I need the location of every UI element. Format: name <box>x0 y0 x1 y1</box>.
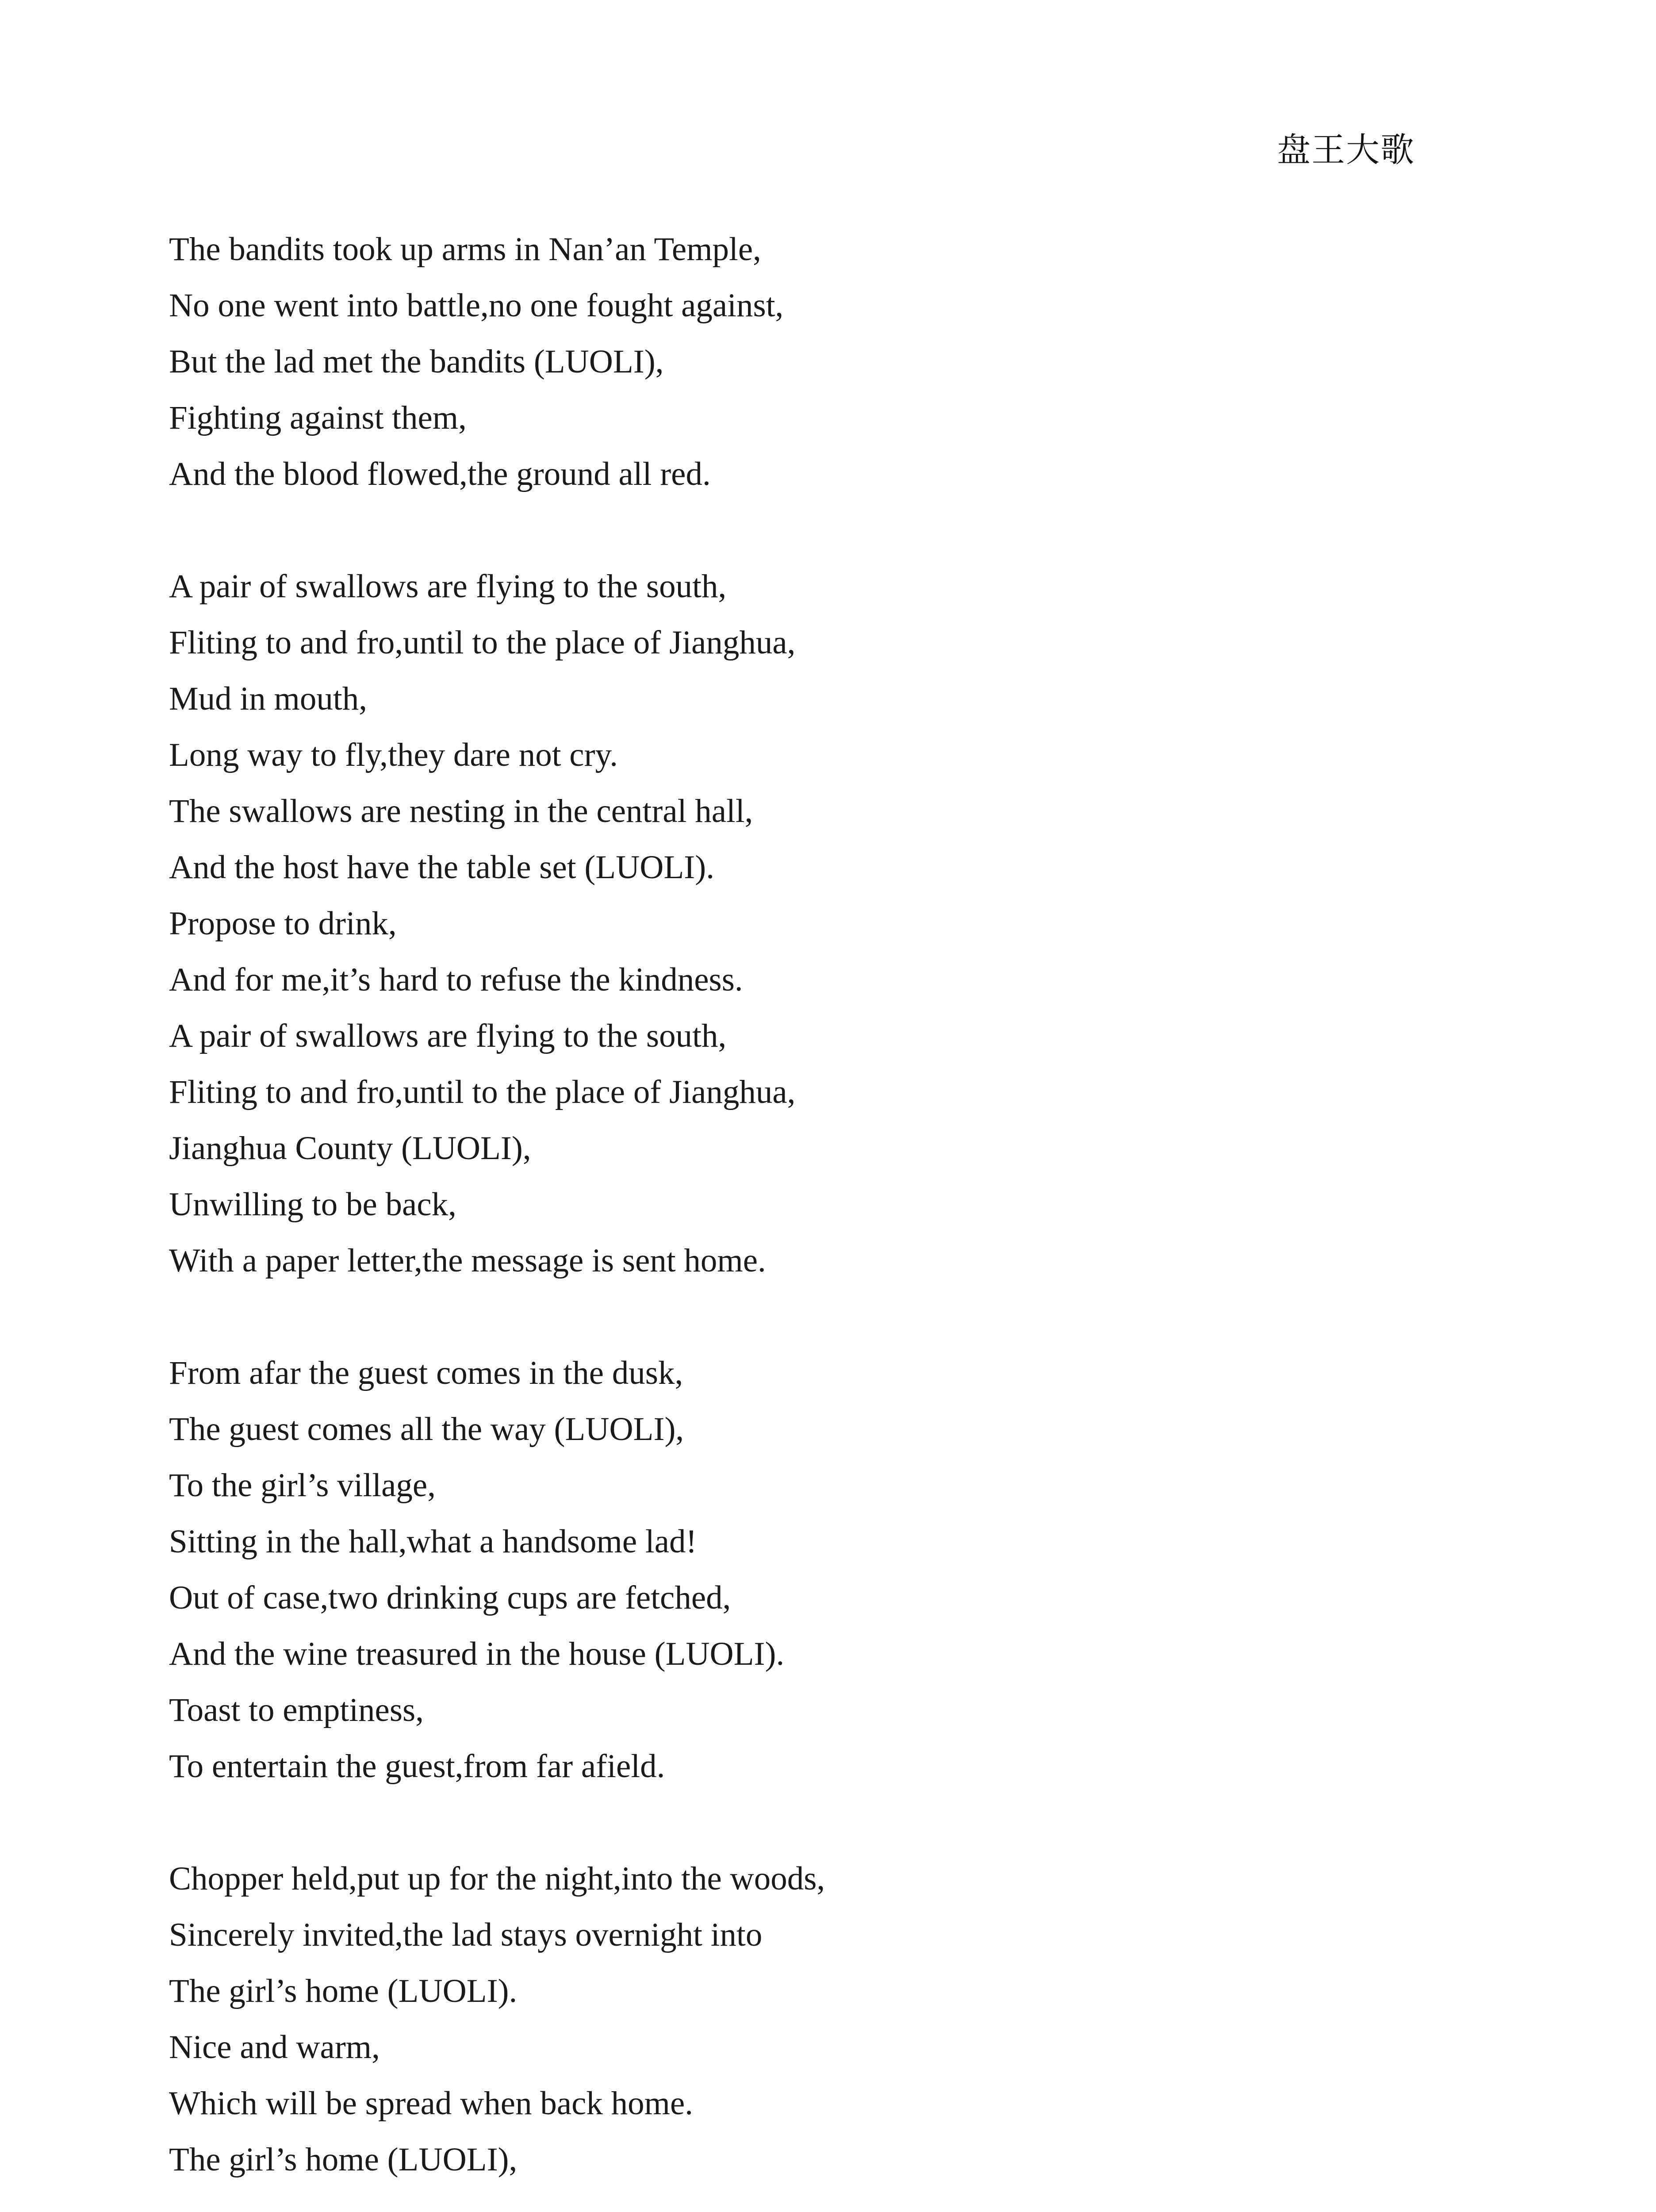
poem-line: Which will be spread when back home. <box>169 2085 694 2122</box>
running-header: 盘王大歌 <box>1277 130 1415 169</box>
poem-line: And the host have the table set (LUOLI). <box>169 849 714 886</box>
stanza-3 <box>169 1345 1452 1794</box>
poem-line: And the wine treasured in the house (LUOLI). <box>169 1636 785 1672</box>
poem-line: Sitting in the hall,what a handsome lad! <box>169 1523 697 1560</box>
poem-line: Chopper held,put up for the night,into the woods, <box>169 1860 825 1897</box>
poem-line: No one went into battle,no one fought against, <box>169 287 784 324</box>
poem-line: With a paper letter,the message is sent home. <box>169 1242 766 1279</box>
poem-line: To entertain the guest,from far afield. <box>169 1748 665 1785</box>
poem-line: Toast to emptiness, <box>169 1692 424 1728</box>
poem-body <box>169 221 1452 2212</box>
poem-line: Fighting against them, <box>169 399 467 436</box>
poem-line: A pair of swallows are flying to the south, <box>169 568 727 605</box>
poem-line: And for me,it’s hard to refuse the kindness. <box>169 961 743 998</box>
stanza-1 <box>169 221 1452 502</box>
poem-line: The swallows are nesting in the central hall, <box>169 793 753 830</box>
poem-line: And the blood flowed,the ground all red. <box>169 456 711 492</box>
poem-line: Fliting to and fro,until to the place of Jianghua, <box>169 1074 796 1110</box>
poem-line: Long way to fly,they dare not cry. <box>169 737 618 773</box>
poem-line: The girl’s home (LUOLI). <box>169 1973 518 2009</box>
poem-line: Unwilling to be back, <box>169 1186 456 1223</box>
poem-line: Nice and warm, <box>169 2029 380 2066</box>
poem-line: Fliting to and fro,until to the place of Jianghua, <box>169 624 796 661</box>
poem-line: Propose to drink, <box>169 905 397 942</box>
stanza-2 <box>169 558 1452 1289</box>
poem-line: From afar the guest comes in the dusk, <box>169 1355 683 1391</box>
poem-line: The guest comes all the way (LUOLI), <box>169 1411 684 1448</box>
poem-line: Mud in mouth, <box>169 680 367 717</box>
stanza-4 <box>169 1851 1452 2188</box>
poem-line: Sincerely invited,the lad stays overnight into <box>169 1916 763 1953</box>
poem-line: Out of case,two drinking cups are fetched, <box>169 1579 731 1616</box>
poem-line: Jianghua County (LUOLI), <box>169 1130 531 1167</box>
poem-line: To the girl’s village, <box>169 1467 436 1504</box>
poem-line: The girl’s home (LUOLI), <box>169 2141 518 2178</box>
poem-line: The bandits took up arms in Nan’an Temple, <box>169 231 761 268</box>
poem-line: A pair of swallows are flying to the south, <box>169 1018 727 1054</box>
poem-line: But the lad met the bandits (LUOLI), <box>169 343 664 380</box>
